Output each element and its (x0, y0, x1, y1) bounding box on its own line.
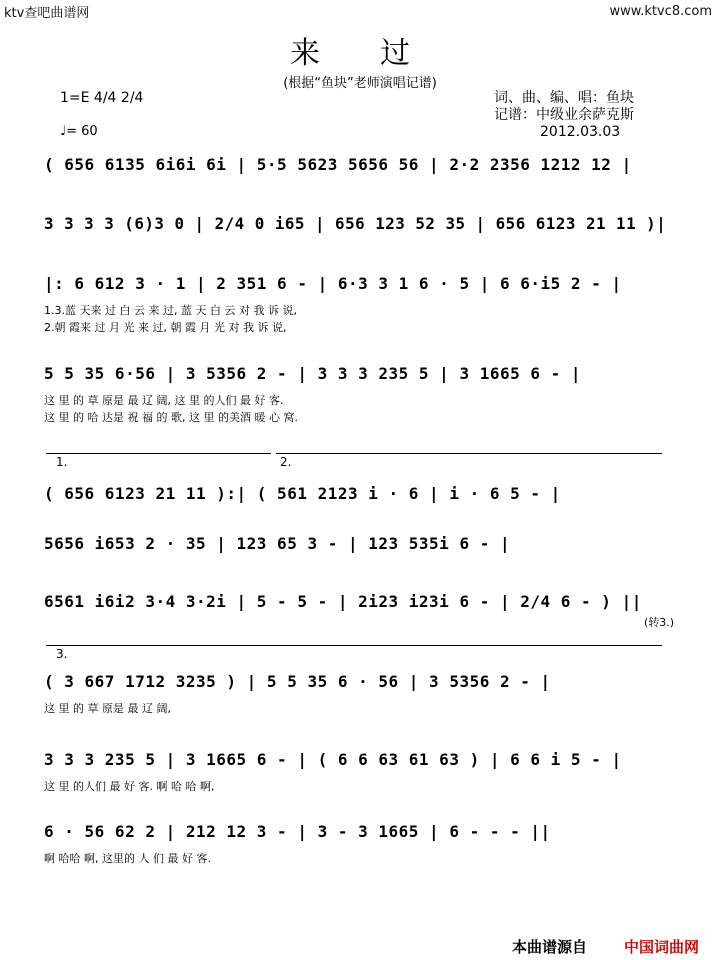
volta-3-line (46, 645, 662, 646)
notation-line: |: 6 612 3 · 1 | 2 351 6 - | 6·3 3 1 6 · 5 | 6 6·i5 2 - | (44, 274, 622, 293)
volta-1-label: 1. (56, 455, 68, 469)
credit-authors: 词、曲、编、唱：鱼块 (494, 90, 634, 106)
notation-line: 6 · 56 62 2 | 212 12 3 - | 3 - 3 1665 | 6 - - - || (44, 822, 551, 841)
credits (494, 90, 634, 141)
notation-line: 3 3 3 235 5 | 3 1665 6 - | ( 6 6 63 61 63 ) | 6 6 i 5 - | (44, 750, 622, 769)
notation-line: ( 656 6135 6i6i 6i | 5·5 5623 5656 56 | 2·2 2356 1212 12 | (44, 155, 632, 174)
notation-line: 5 5 35 6·56 | 3 5356 2 - | 3 3 3 235 5 | 3 1665 6 - | (44, 364, 582, 383)
volta-2-label: 2. (280, 455, 292, 469)
lyric-line: 啊 哈哈 啊, 这里的 人 们 最 好 客. (44, 852, 211, 865)
volta-1-line (46, 453, 271, 454)
notation-line: 3 3 3 3 (6)3 0 | 2/4 0 i65 | 656 123 52 35 | 656 6123 21 11 )| (44, 214, 667, 233)
volta-2-line (276, 453, 662, 454)
notation-line: ( 3 667 1712 3235 ) | 5 5 35 6 · 56 | 3 5356 2 - | (44, 672, 551, 691)
notation-line: ( 656 6123 21 11 ):| ( 561 2123 i · 6 | i · 6 5 - | (44, 484, 561, 503)
lyric-line: 这 里 的 哈 达是 祝 福 的 歌, 这 里 的美酒 暖 心 窝. (44, 411, 298, 424)
song-title: 来过 (290, 36, 470, 71)
lyric-line: 1.3.蓝 天来 过 白 云 来 过, 蓝 天 白 云 对 我 诉 说, (44, 304, 297, 317)
lyric-line: 这 里 的 草 原是 最 辽 阔, 这 里 的人们 最 好 客. (44, 394, 284, 407)
footer-source-name: 中国词曲网 (624, 938, 700, 956)
song-subtitle: (根据“鱼块”老师演唱记谱) (283, 76, 437, 91)
lyric-line: 这 里 的 草 原是 最 辽 阔, (44, 702, 171, 715)
lyric-line: 2.朝 霞来 过 月 光 来 过, 朝 霞 月 光 对 我 诉 说, (44, 321, 287, 334)
key-signature: 1=E 4/4 2/4 (60, 90, 144, 106)
tempo-marking: ♩= 60 (60, 124, 98, 139)
notation-line: 6561 i6i2 3·4 3·2i | 5 - 5 - | 2i23 i23i 6 - | 2/4 6 - ) || (44, 592, 642, 611)
credit-transcriber: 记谱：中级业余萨克斯 (494, 107, 634, 123)
credit-date: 2012.03.03 (540, 124, 621, 140)
watermark-right: www.ktvc8.com (609, 4, 712, 19)
notation-line: 5656 i653 2 · 35 | 123 65 3 - | 123 535i 6 - | (44, 534, 511, 553)
volta-3-label: 3. (56, 647, 68, 661)
lyric-line: 这 里 的人们 最 好 客. 啊 哈 哈 啊, (44, 780, 215, 793)
watermark-left: ktv查吧曲谱网 (4, 6, 90, 21)
footer-source-label: 本曲谱源自 (512, 938, 588, 956)
turn-marker: (转3.) (644, 616, 675, 629)
